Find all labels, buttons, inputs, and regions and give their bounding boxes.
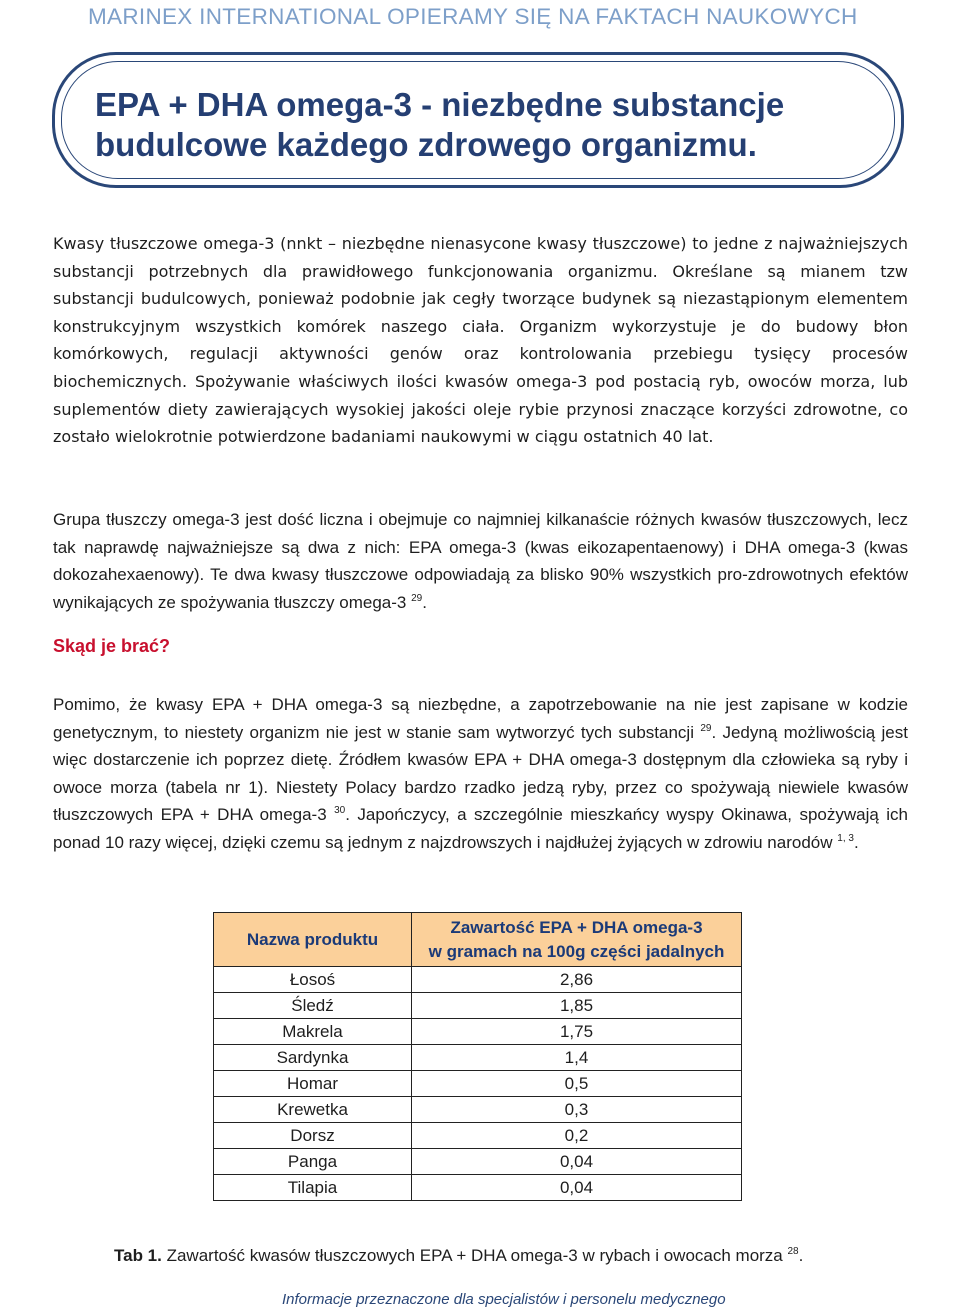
omega3-content-table — [213, 912, 742, 1201]
paragraph-end: . — [422, 592, 427, 612]
intro-paragraph: Kwasy tłuszczowe omega-3 (nnkt – niezbędne nienasycone kwasy tłuszczowe) to jedne z najważniejszych substancji potrzebnych dla prawidłowego funkcjonowania organizmu. Określane są mianem tzw substancji budulcowych, ponieważ podobnie jak cegły tworzące budynek są niezastąpionym elementem konstrukcyjnym wszystkich komórek naszego ciała. Organizm wykorzystuje je do budowy błon komórkowych, regulacji aktywności genów oraz kontrolowania przebiegu tysięcy procesów biochemicznych. Spożywanie właściwych ilości kwasów omega-3 pod postacią ryb, owoców morza, lub suplementów diety zawierających wysokiej jakości oleje rybie przynosi znaczące korzyści zdrowotne, co zostało wielokrotnie potwierdzone badaniami naukowymi w ciągu ostatnich 40 lat. — [53, 234, 908, 447]
product-value: 0,04 — [412, 1149, 742, 1175]
paragraph-text-part-2: . Jedyną możliwością jest więc dostarczenie ich poprzez dietę. Źródłem kwasów EPA + DHA omega-3 dostępnym dla człowieka są ryby i owoce morza (tabela nr 1). Niestety Polacy bardzo rzadko jedzą ryby, przez co spożywają niewiele kwasów tłuszczowych EPA + DHA omega-3 — [53, 722, 908, 825]
product-name: Łosoś — [214, 967, 412, 993]
product-name: Śledź — [214, 993, 412, 1019]
header-content-line-1: Zawartość EPA + DHA omega-3 — [450, 917, 703, 937]
table-row — [214, 1019, 742, 1045]
reference-number: 28 — [787, 1246, 799, 1257]
table-row — [214, 1071, 742, 1097]
reference-number: 29 — [411, 592, 423, 604]
table-row — [214, 1097, 742, 1123]
product-value: 0,2 — [412, 1123, 742, 1149]
product-value: 0,3 — [412, 1097, 742, 1123]
header-content-line-2: w gramach na 100g części jadalnych — [428, 941, 725, 961]
page-title — [95, 85, 885, 165]
product-value: 1,85 — [412, 993, 742, 1019]
paragraph-omega3-groups — [53, 506, 908, 616]
caption-label: Tab 1. — [114, 1246, 162, 1265]
header-tagline: MARINEX INTERNATIONAL OPIERAMY SIĘ NA FAKTACH NAUKOWYCH — [88, 4, 858, 29]
product-name: Dorsz — [214, 1123, 412, 1149]
table-header-row — [214, 913, 742, 967]
table-caption — [114, 1246, 803, 1266]
table-row — [214, 1045, 742, 1071]
header-content — [412, 913, 742, 967]
product-name: Homar — [214, 1071, 412, 1097]
paragraph-sources — [53, 691, 908, 857]
reference-number: 30 — [334, 805, 346, 817]
product-value: 1,4 — [412, 1045, 742, 1071]
product-value: 0,04 — [412, 1175, 742, 1201]
title-line-2: budulcowe każdego zdrowego organizmu. — [95, 126, 757, 163]
paragraph-end: . — [853, 832, 859, 852]
paragraph-text: Grupa tłuszczy omega-3 jest dość liczna i obejmuje co najmniej kilkanaście różnych kwasów tłuszczowych, lecz tak naprawdę najważniejsze są dwa z nich: EPA omega-3 (kwas eikozapentaenowy) i DHA omega-3 (kwas dokozahexaenowy). Te dwa kwasy tłuszczowe odpowiadają za blisko 90% wszystkich pro-zdrowotnych efektów wynikających ze spożywania tłuszczy omega-3 — [53, 510, 908, 612]
product-name: Sardynka — [214, 1045, 412, 1071]
table-row — [214, 1175, 742, 1201]
product-value: 2,86 — [412, 967, 742, 993]
product-name: Panga — [214, 1149, 412, 1175]
section-heading: Skąd je brać? — [53, 636, 171, 656]
paragraph-text-part-3: . Japończycy, a szczególnie mieszkańcy wyspy Okinawa, spożywają ich ponad 10 razy więcej, dzięki czemu są jednym z najzdrowszych i najdłużej żyjących w zdrowiu narodów — [53, 805, 908, 852]
table-row — [214, 993, 742, 1019]
product-name: Tilapia — [214, 1175, 412, 1201]
reference-number: 29 — [700, 722, 712, 734]
header-product-name: Nazwa produktu — [214, 913, 412, 967]
product-name: Krewetka — [214, 1097, 412, 1123]
title-frame — [52, 52, 904, 188]
reference-number: 1, 3 — [837, 832, 854, 844]
product-value: 1,75 — [412, 1019, 742, 1045]
paragraph-text-part-1: Pomimo, że kwasy EPA + DHA omega-3 są niezbędne, a zapotrzebowanie na nie jest zapisane w kodzie genetycznym, to niestety organizm nie jest w stanie sam wytworzyć tych substancji — [53, 695, 908, 742]
table-row — [214, 967, 742, 993]
product-name: Makrela — [214, 1019, 412, 1045]
product-value: 0,5 — [412, 1071, 742, 1097]
title-line-1: EPA + DHA omega-3 - niezbędne substancje — [95, 86, 785, 123]
table-row — [214, 1123, 742, 1149]
table-row — [214, 1149, 742, 1175]
caption-text: Zawartość kwasów tłuszczowych EPA + DHA omega-3 w rybach i owocach morza — [161, 1246, 783, 1265]
footer-note: Informacje przeznaczone dla specjalistów i personelu medycznego — [282, 1291, 726, 1308]
caption-end: . — [798, 1246, 804, 1265]
